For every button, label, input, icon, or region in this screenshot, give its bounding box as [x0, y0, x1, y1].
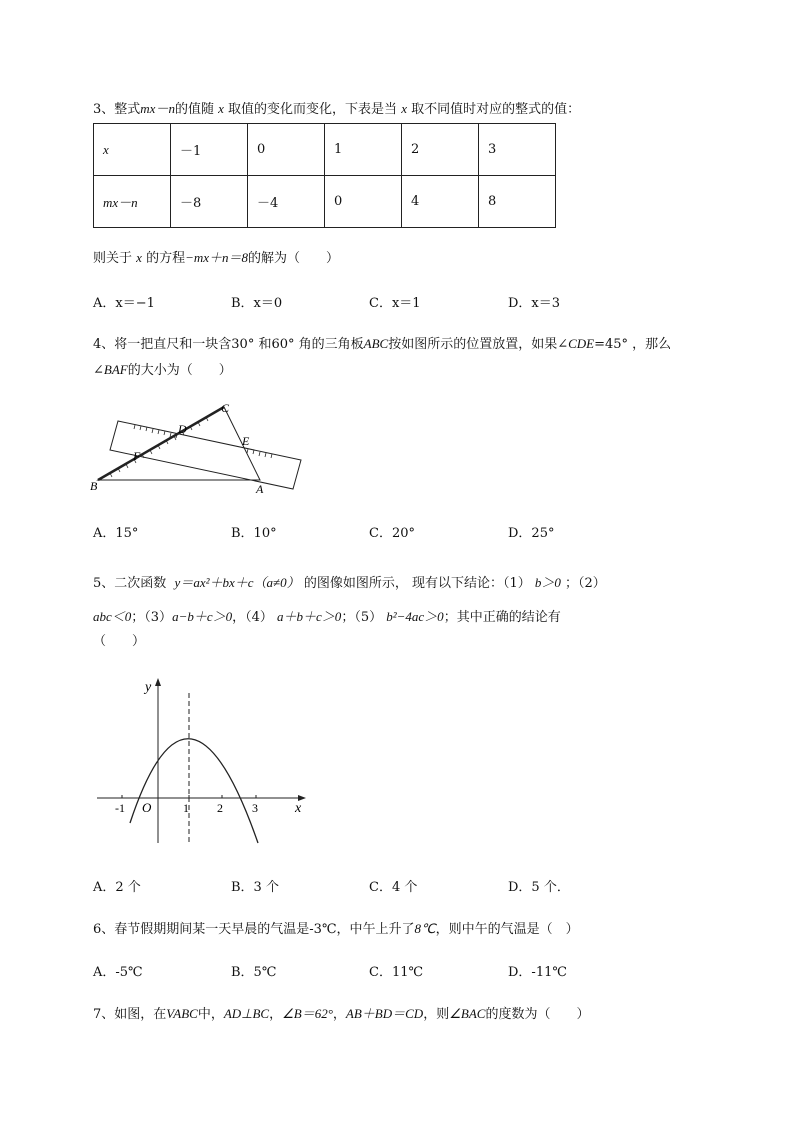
label-b: B [90, 479, 98, 493]
table-cell: －4 [248, 176, 325, 228]
table-cell: 8 [479, 176, 556, 228]
option-d[interactable]: D．5 个． [508, 880, 570, 895]
option-d[interactable]: D．-11℃ [508, 965, 567, 980]
label-f: F [133, 449, 141, 463]
y-axis-arrow [155, 678, 161, 686]
label-a: A [256, 482, 264, 496]
option-c[interactable]: C．x＝1 [369, 296, 421, 311]
option-a[interactable]: A．x＝−1 [93, 296, 155, 311]
table-header-x: x [94, 124, 171, 176]
option-c[interactable]: C．4 个 [369, 880, 418, 895]
q5-stem-line2: abc＜0；（3）a−b＋c＞0，（4） a＋b＋c＞0；（5） b²−4ac＞0；其中正确的结论有 [93, 609, 561, 625]
option-a[interactable]: A．2 个 [93, 880, 141, 895]
q6-temp-morning: -3℃ [309, 922, 337, 937]
option-a[interactable]: A．15° [93, 526, 139, 541]
option-d[interactable]: D．25° [508, 526, 555, 541]
option-b[interactable]: B．3 个 [231, 880, 279, 895]
option-c[interactable]: C．20° [369, 526, 415, 541]
label-e: E [242, 434, 250, 448]
ruler-ticks [134, 425, 272, 458]
option-a[interactable]: A．-5℃ [93, 965, 143, 980]
option-b[interactable]: B．x＝0 [231, 296, 283, 311]
q5-function: y＝ax²＋bx＋c（a≠0） [174, 575, 300, 590]
x-axis-label: x [295, 801, 302, 816]
table-cell: 1 [325, 124, 402, 176]
q3-question: 则关于 x 的方程−mx＋n＝8的解为（ ） [93, 250, 340, 266]
q5-parabola-graph [92, 673, 312, 853]
q4-stem-line2: ∠BAF的大小为（ ） [93, 362, 232, 378]
y-axis-label: y [145, 680, 152, 695]
triangle-abc [98, 407, 260, 480]
tick-label: 3 [252, 801, 258, 815]
table-cell: 2 [402, 124, 479, 176]
q7-stem: 7、如图，在VABC中，AD⊥BC，∠B＝62°，AB＋BD＝CD，则∠BAC的度数为（ ） [93, 1006, 590, 1022]
tick-label: 2 [217, 801, 223, 815]
label-d: D [178, 422, 187, 436]
option-c[interactable]: C．11℃ [369, 965, 424, 980]
q4-ruler-triangle-figure [88, 398, 308, 498]
table-cell: 0 [325, 176, 402, 228]
hypotenuse-bc [98, 407, 224, 480]
q6-stem: 6、春节假期期间某一天早晨的气温是-3℃，中午上升了8℃，则中午的气温是（ ） [93, 921, 579, 937]
option-b[interactable]: B．5℃ [231, 965, 277, 980]
tick-label: -1 [115, 801, 125, 815]
q5-stem-line1: 5、二次函数 y＝ax²＋bx＋c（a≠0） 的图像如图所示， 现有以下结论：（1） b＞0 ；（2） [93, 575, 606, 591]
table-cell: －8 [171, 176, 248, 228]
q3-expr: mx－n [140, 101, 175, 116]
q3-value-table [93, 123, 556, 228]
table-cell: 0 [248, 124, 325, 176]
table-row [94, 124, 556, 176]
option-d[interactable]: D．x＝3 [508, 296, 561, 311]
q3-equation: −mx＋n＝8 [185, 250, 249, 265]
tick-label: 1 [183, 801, 189, 815]
table-cell: －1 [171, 124, 248, 176]
q4-stem-line1: 4、将一把直尺和一块含30° 和60° 角的三角板ABC按如图所示的位置放置，如果∠CDE=45° ，那么 [93, 336, 672, 352]
table-row [94, 176, 556, 228]
table-cell: 3 [479, 124, 556, 176]
label-c: C [221, 401, 230, 415]
q6-temp-rise: 8℃ [414, 921, 436, 936]
option-b[interactable]: B．10° [231, 526, 277, 541]
origin-label: O [142, 800, 152, 815]
table-cell: 4 [402, 176, 479, 228]
q3-stem: 3、整式mx－n的值随 x 取值的变化而变化，下表是当 x 取不同值时对应的整式的值： [93, 101, 581, 117]
parabola-curve [130, 739, 258, 843]
table-header-expr: mx－n [94, 176, 171, 228]
q5-stem-line3: （ ） [93, 634, 146, 649]
